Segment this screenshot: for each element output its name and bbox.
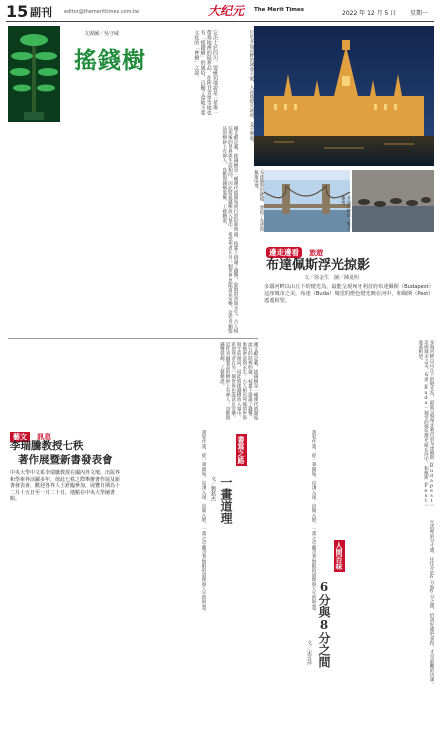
tree-article-continued: 據文獻記載，搖錢樹是一種漢代就開始流行的陪葬明器，枝葉上掛滿了錢幣，象徵財富與永生。古人相信死後的世界與生前相同，因此將搖錢樹放入墓中，希望死者在另一個世界也能富足安樂。這件青銅製品的樹幹上有神人、鳥獸與錢幣裝飾，工藝精湛。: [219, 342, 258, 421]
flavor-tag-label: 人間百味: [335, 542, 344, 570]
column-tag-sub: 旅遊: [309, 249, 324, 257]
newspaper-logo-en: The Merit Times: [254, 7, 305, 13]
essay-body-right: 畫家作畫，從一筆開始，由淺入深，由簡入繁，一畫之中蘊含著無限的道理與人生的智慧。: [311, 430, 316, 614]
issue-date: 2022 年 12 月 5 日: [342, 10, 397, 17]
travel-lede: 多瑙河畔以山丘下的燈光為，最能呈現匈牙利首府布達佩斯（Budapest）這座城市之美。布達（Buda）城堂的燈色燈光映在河中，和佩斯（Pest）遙遙相望。: [264, 284, 434, 304]
event-title-line2: 著作展暨新書發表會: [18, 454, 113, 466]
event-tag-b: 訊息: [37, 433, 52, 441]
essay-body: 畫家作畫，從一筆開始，由淺入深，由簡入繁，一畫之中蘊含著無限的道理與人生的智慧。: [201, 430, 206, 614]
flavor-body: 生活裡的分寸感，往往介於6分與8分之間，恰到好處的拿捏，才是最難的功課。: [429, 520, 434, 687]
tree-photo: [8, 26, 60, 122]
article-body: 據文獻記載，搖錢樹是一種漢代就開始流行的陪葬明器，枝葉上掛滿了錢幣，象徵財富與永生。古人相信死後的世界與生前相同，因此將搖錢樹放入墓中，希望死者在另一個世界也能富足安樂。這件青銅製品的樹幹上有神人、鳥獸與錢幣裝飾，工藝精湛。: [221, 126, 238, 333]
photo-caption-bridge: 布達佩斯的鏈橋，連結了布達與佩斯兩地。: [253, 170, 264, 232]
travel-body: 多瑙河畔以山丘下的燈光為，最能呈現匈牙利首府布達佩斯（Budapest）這座城市之美。布達（Buda）城堂的燈色燈光映在河中，和佩斯（Pest）遙遙相望。: [417, 340, 434, 509]
page-header: [6, 2, 434, 22]
photo-caption-shoes: 多瑙河畔的「鞋子」雕塑。: [341, 196, 352, 232]
bridge-photo: [264, 170, 350, 232]
section-name: 副刊: [30, 6, 52, 19]
parliament-photo: [254, 26, 434, 166]
newspaper-logo: 大纪元: [208, 4, 245, 18]
travel-title: 布達佩斯浮光掠影: [266, 258, 371, 273]
event-body: 中央大學中文系李瑞騰教授在國內外文壇、出版界和學術界活躍多年，值此七秩之際舉辦著作展及新書發表會，歡迎各界人士蒞臨參加。展覽日期為十二月十五日至一月二十日，地點在中央大學圖書館。: [10, 470, 121, 503]
event-tag-a: 藝文: [10, 432, 30, 442]
essay-title: 一畫道理: [219, 476, 233, 524]
essay-tag-label: 書寫之路: [237, 436, 246, 464]
article-intro: 它出土於四川，要確切地說是三星堆一帶墓地裡的陪葬品，在陝甘青寧等地也有「搖錢樹」的風俗，自顯了當地主要文化的「神樹」之說。: [193, 30, 218, 115]
issue-weekday: 星期一: [410, 10, 429, 17]
article-author: 文與圖／吳守威: [84, 31, 120, 37]
page-number: 15: [6, 2, 29, 21]
article-title: 搖錢樹: [74, 47, 146, 74]
photo-caption-parliament: 位於多瑙河畔的國會大廈，入夜後燈火通明，美不勝收。: [249, 30, 254, 145]
shoes-photo: [352, 170, 434, 232]
event-title-line1: 李瑞騰教授七秩: [10, 440, 84, 452]
editor-email: editor@themerittimes.com.tw: [64, 9, 140, 15]
header-rule: [6, 21, 434, 22]
flavor-title: 6分與8分之間: [317, 580, 331, 668]
flavor-byline: 文／宋芳萍: [306, 640, 312, 665]
travel-byline: 文／徐金生 圖／陳夏明: [304, 275, 360, 281]
column-tag-label: 邊走邊看: [266, 247, 302, 258]
essay-byline: 文／劉銘杰: [210, 476, 216, 501]
section-divider: [8, 338, 258, 339]
